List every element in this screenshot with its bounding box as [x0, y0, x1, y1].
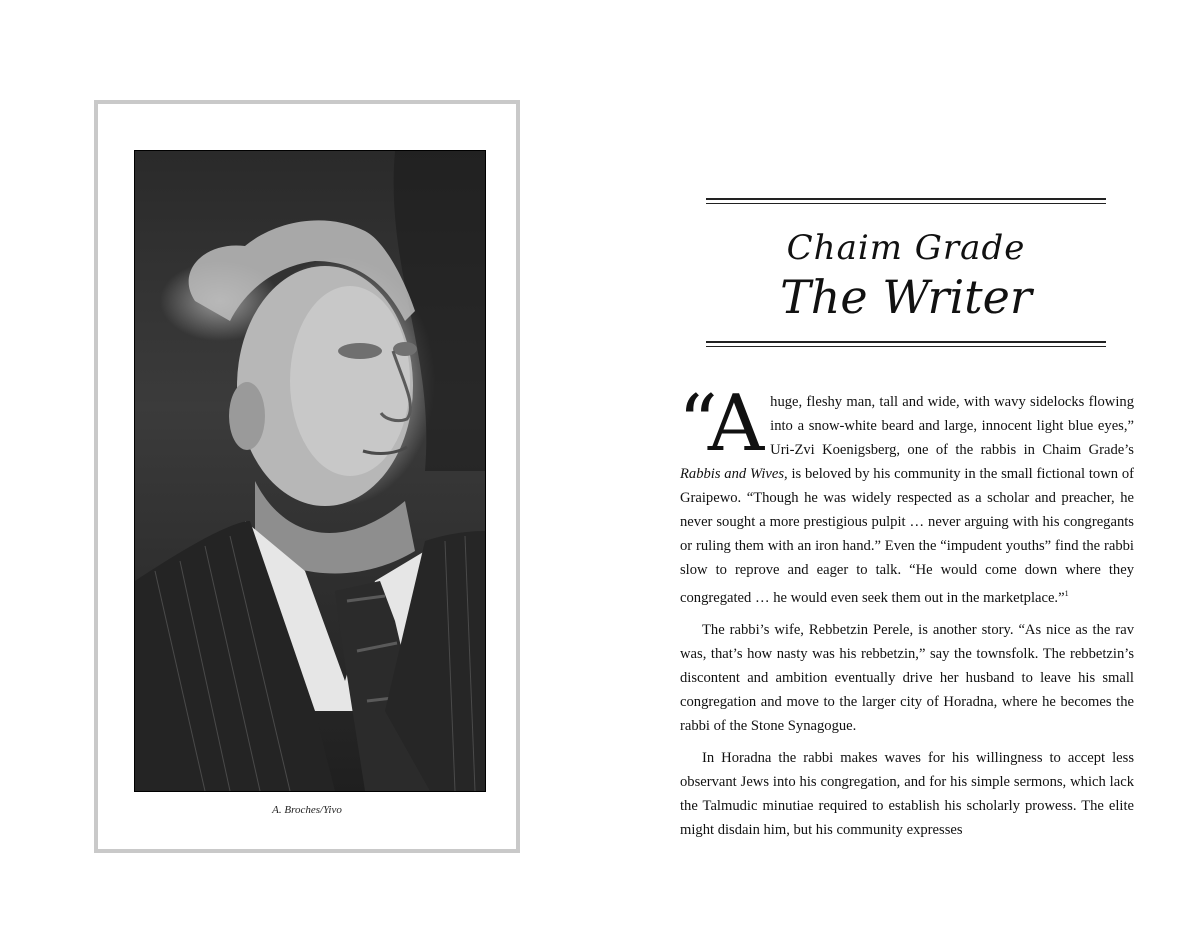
paragraph-1-text-a: huge, fleshy man, tall and wide, with wavy sidelocks flowing into a snow-white beard and large, innocent light blue eyes,” Uri-Zvi Koenigsberg, one of the rabbis in Chaim Grade’s — [770, 394, 1134, 458]
paragraph-1 — [678, 379, 1134, 610]
title-bottom-rule — [706, 341, 1106, 347]
paragraph-3: In Horadna the rabbi makes waves for his willingness to accept less observant Jews into his congregation, and for his simple sermons, which lack the Talmudic minutiae required to establish his scholarly prowess. The elite might disdain him, but his community expresses — [680, 749, 1134, 838]
book-title: Rabbis and Wives — [680, 466, 785, 482]
photo-credit: A. Broches/Yivo — [272, 804, 342, 816]
drop-cap: “A — [678, 379, 765, 469]
portrait-photo — [134, 150, 486, 792]
body-text — [678, 379, 1134, 850]
portrait-illustration — [135, 151, 485, 791]
photo-frame — [94, 100, 520, 853]
paragraph-1-text-b: , is beloved by his community in the small fictional town of Graipewo. “Though he was widely respected as a scholar and preacher, he never sought a more prestigious pulpit … never arguing with his congregants or ruling them with an iron hand.” Even the “impudent youths” find the rabbi slow to reprove and eager to talk. “He would come down where they congregated … he would even seek them out in the marketplace.” — [680, 466, 1134, 606]
chapter-title: The Writer — [780, 270, 1032, 324]
footnote-ref[interactable]: 1 — [1064, 589, 1069, 598]
title-top-rule — [706, 198, 1106, 204]
paragraph-2: The rabbi’s wife, Rebbetzin Perele, is another story. “As nice as the rav was, that’s how nasty was his rebbetzin,” say the townsfolk. The rebbetzin’s discontent and ambition eventually drive her husband to leave his small congregation and move to the larger city of Horadna, where he becomes the rabbi of the Stone Synagogue. — [680, 621, 1134, 734]
chapter-subtitle: Chaim Grade — [786, 228, 1026, 268]
